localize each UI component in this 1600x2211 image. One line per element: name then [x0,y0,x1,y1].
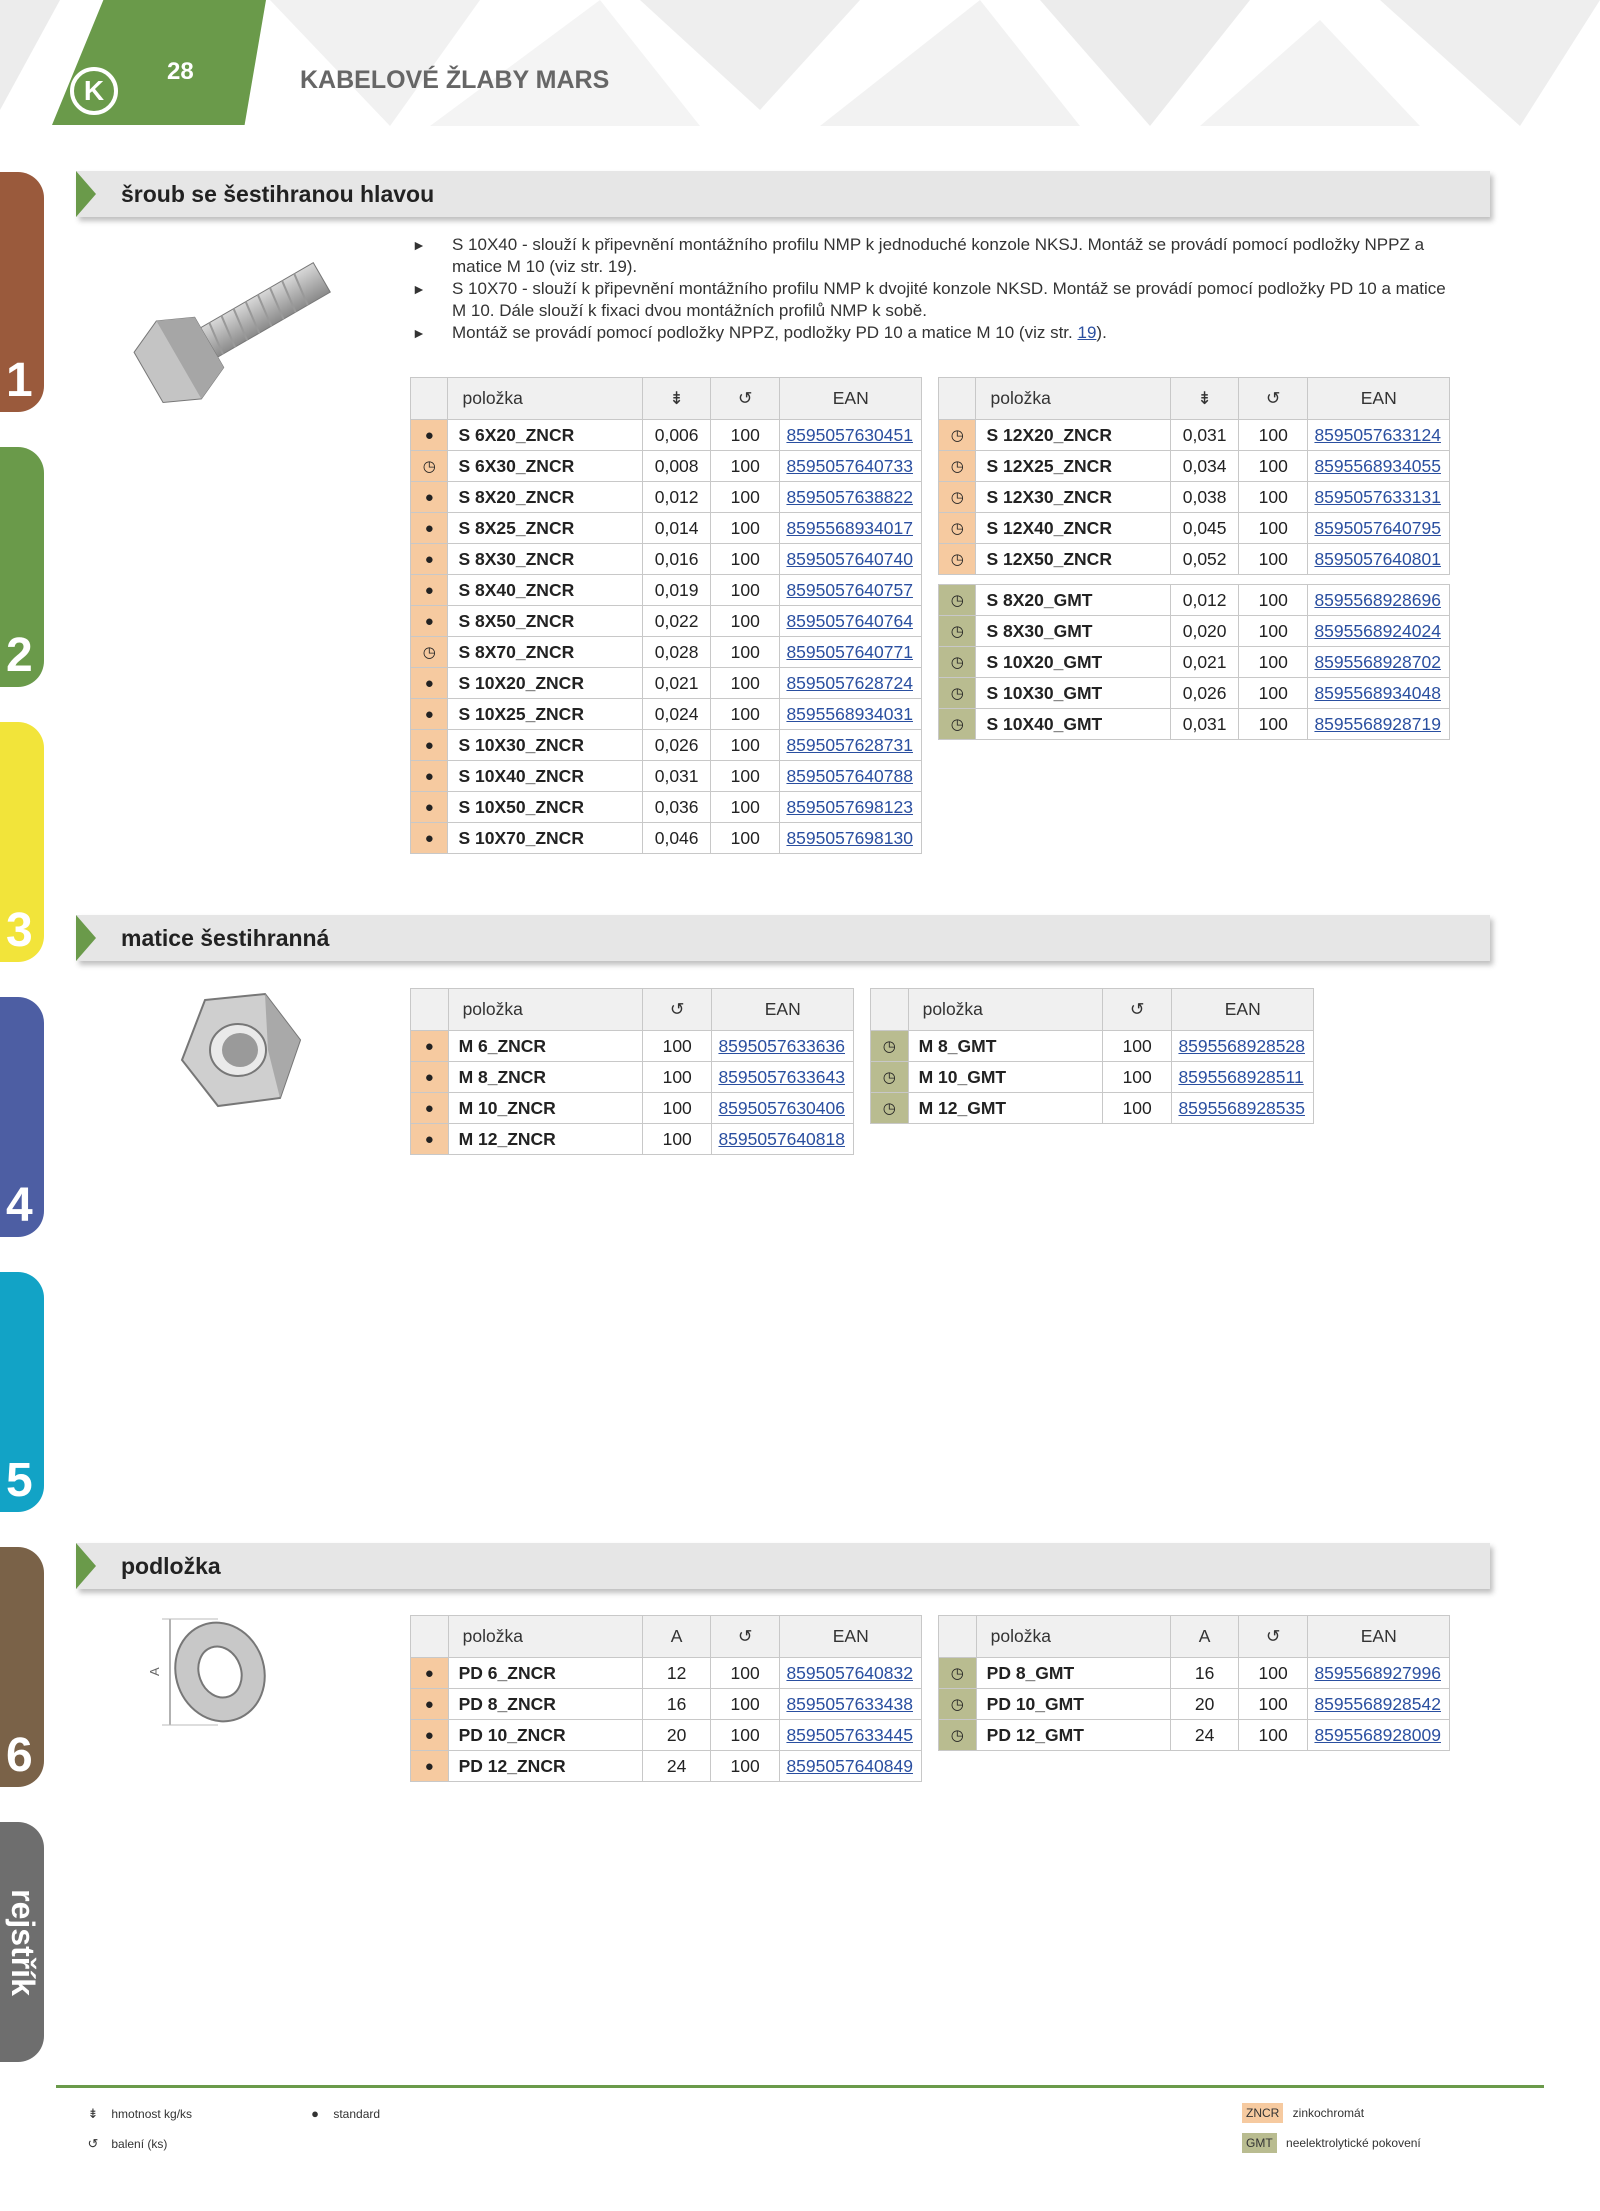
ean-link[interactable]: 8595568928511 [1172,1062,1314,1093]
ean-link[interactable]: 8595568928702 [1308,647,1450,678]
cell-weight: 0,046 [643,823,711,854]
cell-a: 12 [643,1658,710,1689]
marker-header [411,378,448,420]
ean-link[interactable]: 8595057633643 [712,1062,854,1093]
ean-link[interactable]: 8595057633124 [1308,420,1450,451]
item-name: PD 6_ZNCR [448,1658,643,1689]
item-name: M 12_ZNCR [448,1124,642,1155]
standard-dot-icon: ● [411,761,448,792]
cell-weight: 0,036 [643,792,711,823]
legend-zncr: ZNCR zinkochromát [1242,2103,1364,2123]
table-row [411,1689,922,1720]
cell-pack: 100 [711,606,780,637]
nut-table-right [870,988,1314,1124]
item-name: PD 12_GMT [976,1720,1171,1751]
item-name: M 10_GMT [908,1062,1102,1093]
arrow-bullet-icon: ► [412,281,426,297]
cell-pack: 100 [642,1031,712,1062]
cell-weight: 0,020 [1171,616,1239,647]
legend-weight: ⇟ hmotnost kg/ks [78,2106,192,2122]
cell-pack: 100 [1239,513,1308,544]
table-row [939,616,1450,647]
cell-pack: 100 [711,420,780,451]
item-name: S 8X20_GMT [976,585,1171,616]
ean-link[interactable]: 8595057630406 [712,1093,854,1124]
clock-icon: ◷ [939,451,976,482]
table-row [939,1720,1450,1751]
table-row [411,606,922,637]
side-tab-2[interactable]: 2 [0,447,44,687]
item-name: PD 8_GMT [976,1658,1171,1689]
column-header-item: položka [908,989,1102,1031]
table-row [411,823,922,854]
cell-a: 24 [1171,1720,1238,1751]
marker-header [871,989,909,1031]
item-name: M 6_ZNCR [448,1031,642,1062]
cell-pack: 100 [711,482,780,513]
legend-standard: ● standard [300,2106,380,2121]
washer-table-left [410,1615,922,1782]
cell-pack: 100 [1238,1658,1308,1689]
standard-dot-icon: ● [411,544,448,575]
cell-a: 16 [1171,1658,1238,1689]
cell-pack: 100 [1239,709,1308,740]
package-icon: ↺ [1239,378,1308,420]
legend-gmt: GMT neelektrolytické pokovení [1242,2133,1421,2153]
cell-weight: 0,012 [643,482,711,513]
ean-link[interactable]: 8595057640795 [1308,513,1450,544]
section-arrow-icon [76,915,96,961]
cell-pack: 100 [1239,420,1308,451]
item-name: S 12X25_ZNCR [976,451,1171,482]
standard-dot-icon: ● [411,699,448,730]
item-name: S 8X30_ZNCR [448,544,643,575]
ean-link[interactable]: 8595057640740 [780,544,922,575]
cell-pack: 100 [711,637,780,668]
table-row [411,482,922,513]
cell-weight: 0,022 [643,606,711,637]
item-name: S 10X20_ZNCR [448,668,643,699]
cell-pack: 100 [1102,1062,1172,1093]
ean-link[interactable]: 8595568934017 [780,513,922,544]
cell-pack: 100 [1102,1093,1172,1124]
legend-package: ↺ balení (ks) [78,2136,167,2152]
clock-icon: ◷ [939,585,976,616]
cell-weight: 0,031 [1171,420,1239,451]
table-row [411,637,922,668]
item-name: M 12_GMT [908,1093,1102,1124]
item-name: PD 10_GMT [976,1689,1171,1720]
ean-link[interactable]: 8595057640849 [780,1751,922,1782]
standard-dot-icon: ● [411,575,448,606]
cell-weight: 0,028 [643,637,711,668]
side-tab-5[interactable]: 5 [0,1272,44,1512]
item-name: S 10X20_GMT [976,647,1171,678]
section-title: matice šestihranná [121,925,330,951]
item-name: M 8_ZNCR [448,1062,642,1093]
side-tab-6[interactable]: 6 [0,1547,44,1787]
section-header-washer [76,1543,1490,1589]
clock-icon: ◷ [411,451,448,482]
column-header-ean: EAN [780,1616,922,1658]
table-row [411,699,922,730]
cell-pack: 100 [711,699,780,730]
column-header-item: položka [448,1616,643,1658]
cell-weight: 0,012 [1171,585,1239,616]
cell-pack: 100 [1239,585,1308,616]
cell-weight: 0,026 [1171,678,1239,709]
arrow-bullet-icon: ► [412,237,426,253]
table-row [939,709,1450,740]
standard-dot-icon: ● [411,730,448,761]
ean-link[interactable]: 8595568928542 [1308,1689,1450,1720]
column-header-ean: EAN [1308,1616,1450,1658]
table-row [411,575,922,606]
standard-dot-icon: ● [411,1031,449,1062]
item-name: S 10X50_ZNCR [448,792,643,823]
column-header-ean: EAN [1172,989,1314,1031]
ean-link[interactable]: 8595057640771 [780,637,922,668]
table-row [411,451,922,482]
side-tab-4[interactable]: 4 [0,997,44,1237]
clock-icon: ◷ [939,513,976,544]
cell-weight: 0,045 [1171,513,1239,544]
clock-icon: ◷ [939,482,976,513]
clock-icon: ◷ [939,1689,977,1720]
cell-pack: 100 [1239,482,1308,513]
package-icon: ↺ [1102,989,1172,1031]
cell-weight: 0,016 [643,544,711,575]
item-name: S 10X40_ZNCR [448,761,643,792]
column-header-a: A [643,1616,710,1658]
table-row [411,420,922,451]
cell-pack: 100 [642,1062,712,1093]
standard-dot-icon: ● [411,1093,449,1124]
clock-icon: ◷ [871,1031,909,1062]
cell-weight: 0,014 [643,513,711,544]
item-name: PD 12_ZNCR [448,1751,643,1782]
table-row [411,761,922,792]
section-arrow-icon [76,171,96,217]
item-name: S 6X20_ZNCR [448,420,643,451]
page-link[interactable]: 19 [1077,323,1097,342]
table-row [939,544,1450,575]
ean-link[interactable]: 8595057640733 [780,451,922,482]
weight-icon: ⇟ [87,2106,99,2121]
cell-pack: 100 [1239,451,1308,482]
section-arrow-icon [76,1543,96,1589]
table-row [939,451,1450,482]
cell-pack: 100 [1239,678,1308,709]
standard-dot-icon: ● [411,1658,449,1689]
ean-link[interactable]: 8595568934048 [1308,678,1450,709]
item-name: M 8_GMT [908,1031,1102,1062]
cell-pack: 100 [1238,1689,1308,1720]
cell-pack: 100 [710,1689,780,1720]
section-title: podložka [121,1553,221,1579]
item-name: M 10_ZNCR [448,1093,642,1124]
cell-pack: 100 [1102,1031,1172,1062]
item-name: PD 8_ZNCR [448,1689,643,1720]
ean-link[interactable]: 8595568928696 [1308,585,1450,616]
arrow-bullet-icon: ► [412,325,426,341]
ean-link[interactable]: 8595568928528 [1172,1031,1314,1062]
table-row [871,1062,1314,1093]
cell-pack: 100 [711,792,780,823]
table-row [939,482,1450,513]
clock-icon: ◷ [939,678,976,709]
standard-dot-icon: ● [411,420,448,451]
cell-pack: 100 [710,1720,780,1751]
column-header-item: položka [448,989,642,1031]
ean-link[interactable]: 8595057640788 [780,761,922,792]
document-title: KABELOVÉ ŽLABY MARS [300,66,610,94]
marker-header [411,989,449,1031]
package-icon: ↺ [87,2136,99,2151]
dimension-label: A [147,1667,162,1676]
ean-link[interactable]: 8595057638822 [780,482,922,513]
table-row [411,513,922,544]
section-header-bolt [76,171,1490,217]
cell-weight: 0,021 [643,668,711,699]
bolt-description: ► S 10X40 - slouží k připevnění montážního profilu NMP k jednoduché konzole NKSJ. Montáž se provádí pomocí podložky NPPZ a matice M 10 (viz str. 19). ► S 10X70 - slouží k připevnění montážního profilu NMP k dvojité konzole NKSD. Montáž se provádí pomocí podložky PD 10 a matice M 10. Dále slouží k fixaci dvou montážních profilů NMP k sobě. ► Montáž se provádí pomocí podložky NPPZ, podložky PD 10 a matice M 10 (viz str. 19). [412,235,1446,342]
clock-icon: ◷ [939,420,976,451]
washer-image [128,1615,278,1730]
table-row [939,513,1450,544]
standard-dot-icon: ● [411,668,448,699]
ean-link[interactable]: 8595057633131 [1308,482,1450,513]
hex-bolt-image [128,245,338,415]
package-icon: ↺ [710,1616,780,1658]
cell-weight: 0,019 [643,575,711,606]
cell-pack: 100 [711,668,780,699]
ean-link[interactable]: 8595057628724 [780,668,922,699]
cell-pack: 100 [710,1658,780,1689]
clock-icon: ◷ [939,544,976,575]
cell-a: 24 [643,1751,710,1782]
ean-link[interactable]: 8595057633438 [780,1689,922,1720]
cell-pack: 100 [1239,647,1308,678]
ean-link[interactable]: 8595057640757 [780,575,922,606]
ean-link[interactable]: 8595057628731 [780,730,922,761]
table-row [411,544,922,575]
item-name: S 10X70_ZNCR [448,823,643,854]
table-gap [939,575,1450,585]
brand-logo: K [70,67,118,115]
item-name: S 12X40_ZNCR [976,513,1171,544]
cell-a: 16 [643,1689,710,1720]
item-name: PD 10_ZNCR [448,1720,643,1751]
standard-dot-icon: ● [411,1124,449,1155]
clock-icon: ◷ [939,1720,977,1751]
ean-link[interactable]: 8595568928535 [1172,1093,1314,1124]
standard-dot-icon: ● [311,2106,319,2121]
item-name: S 8X70_ZNCR [448,637,643,668]
table-row [939,647,1450,678]
item-name: S 10X25_ZNCR [448,699,643,730]
table-row [939,678,1450,709]
table-row [411,1062,854,1093]
column-header-ean: EAN [712,989,854,1031]
item-name: S 8X30_GMT [976,616,1171,647]
item-name: S 12X30_ZNCR [976,482,1171,513]
item-name: S 8X20_ZNCR [448,482,643,513]
column-header-ean: EAN [1308,378,1450,420]
clock-icon: ◷ [871,1062,909,1093]
marker-header [939,1616,977,1658]
side-tab-index[interactable]: rejstřík [0,1822,44,2062]
column-header-ean: EAN [780,378,922,420]
ean-link[interactable]: 8595057633636 [712,1031,854,1062]
cell-pack: 100 [711,730,780,761]
cell-pack: 100 [711,823,780,854]
cell-weight: 0,031 [643,761,711,792]
clock-icon: ◷ [939,709,976,740]
standard-dot-icon: ● [411,1062,449,1093]
cell-pack: 100 [711,513,780,544]
table-row [411,792,922,823]
package-icon: ↺ [1238,1616,1308,1658]
cell-weight: 0,006 [643,420,711,451]
cell-pack: 100 [711,544,780,575]
bolt-table-right [938,377,1450,740]
package-icon: ↺ [642,989,712,1031]
cell-weight: 0,024 [643,699,711,730]
marker-header [939,378,976,420]
table-row [871,1093,1314,1124]
cell-a: 20 [1171,1689,1238,1720]
side-tab-3[interactable]: 3 [0,722,44,962]
table-row [411,1720,922,1751]
cell-pack: 100 [642,1124,712,1155]
table-row [411,1658,922,1689]
cell-weight: 0,026 [643,730,711,761]
item-name: S 8X40_ZNCR [448,575,643,606]
table-row [871,1031,1314,1062]
item-name: S 10X40_GMT [976,709,1171,740]
cell-pack: 100 [710,1751,780,1782]
cell-pack: 100 [1239,544,1308,575]
standard-dot-icon: ● [411,823,448,854]
table-row [411,730,922,761]
ean-link[interactable]: 8595057640832 [780,1658,922,1689]
item-name: S 12X50_ZNCR [976,544,1171,575]
cell-weight: 0,021 [1171,647,1239,678]
table-row [411,1124,854,1155]
item-name: S 6X30_ZNCR [448,451,643,482]
ean-link[interactable]: 8595568927996 [1308,1658,1450,1689]
weight-icon: ⇟ [1171,378,1239,420]
item-name: S 8X25_ZNCR [448,513,643,544]
column-header-item: položka [448,378,643,420]
ean-link[interactable]: 8595057630451 [780,420,922,451]
standard-dot-icon: ● [411,792,448,823]
item-name: S 10X30_GMT [976,678,1171,709]
table-row [939,1658,1450,1689]
table-row [411,668,922,699]
ean-link[interactable]: 8595568934055 [1308,451,1450,482]
item-name: S 10X30_ZNCR [448,730,643,761]
ean-link[interactable]: 8595568934031 [780,699,922,730]
cell-pack: 100 [711,451,780,482]
section-title: šroub se šestihranou hlavou [121,181,435,207]
table-row [939,420,1450,451]
cell-weight: 0,052 [1171,544,1239,575]
standard-dot-icon: ● [411,606,448,637]
column-header-a: A [1171,1616,1238,1658]
cell-pack: 100 [711,761,780,792]
item-name: S 12X20_ZNCR [976,420,1171,451]
clock-icon: ◷ [939,616,976,647]
ean-link[interactable]: 8595057640801 [1308,544,1450,575]
cell-pack: 100 [1238,1720,1308,1751]
clock-icon: ◷ [871,1093,909,1124]
washer-table-right [938,1615,1450,1751]
nut-table-left [410,988,854,1155]
footer-divider [56,2085,1544,2088]
clock-icon: ◷ [411,637,448,668]
clock-icon: ◷ [939,647,976,678]
table-row [411,1093,854,1124]
cell-pack: 100 [711,575,780,606]
cell-a: 20 [643,1720,710,1751]
standard-dot-icon: ● [411,1720,449,1751]
ean-link[interactable]: 8595057640764 [780,606,922,637]
clock-icon: ◷ [939,1658,977,1689]
ean-link[interactable]: 8595057640818 [712,1124,854,1155]
page-number: 28 [167,58,194,85]
item-name: S 8X50_ZNCR [448,606,643,637]
cell-pack: 100 [1239,616,1308,647]
table-row [939,1689,1450,1720]
ean-link[interactable]: 8595057698130 [780,823,922,854]
standard-dot-icon: ● [411,513,448,544]
ean-link[interactable]: 8595057698123 [780,792,922,823]
column-header-item: položka [976,378,1171,420]
ean-link[interactable]: 8595568928719 [1308,709,1450,740]
section-header-nut [76,915,1490,961]
table-row [939,585,1450,616]
cell-weight: 0,031 [1171,709,1239,740]
ean-link[interactable]: 8595057633445 [780,1720,922,1751]
side-tab-1[interactable]: 1 [0,172,44,412]
standard-dot-icon: ● [411,482,448,513]
package-icon: ↺ [711,378,780,420]
weight-icon: ⇟ [643,378,711,420]
hex-nut-image [170,990,310,1115]
cell-pack: 100 [642,1093,712,1124]
marker-header [411,1616,449,1658]
bolt-table-left [410,377,922,854]
table-row [411,1751,922,1782]
column-header-item: položka [976,1616,1171,1658]
cell-weight: 0,034 [1171,451,1239,482]
cell-weight: 0,008 [643,451,711,482]
standard-dot-icon: ● [411,1751,449,1782]
standard-dot-icon: ● [411,1689,449,1720]
ean-link[interactable]: 8595568924024 [1308,616,1450,647]
table-row [411,1031,854,1062]
cell-weight: 0,038 [1171,482,1239,513]
ean-link[interactable]: 8595568928009 [1308,1720,1450,1751]
